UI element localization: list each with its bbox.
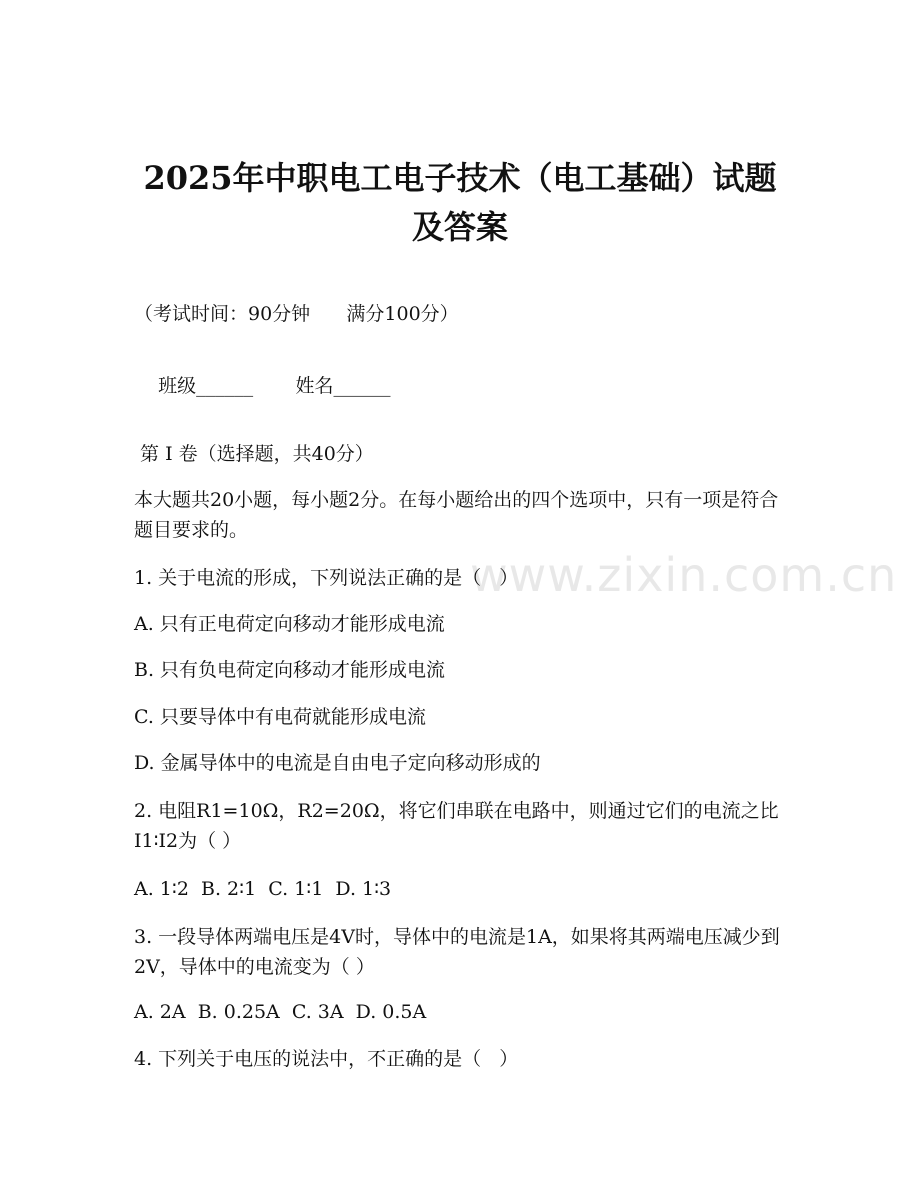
- question-2-options: A. 1∶2 B. 2∶1 C. 1∶1 D. 1∶3: [134, 878, 392, 900]
- question-1-option-c: C. 只要导体中有电荷就能形成电流: [134, 706, 426, 728]
- name-field: 姓名______: [295, 375, 391, 397]
- watermark: www.zixin.com.cn: [470, 548, 898, 602]
- exam-info: （考试时间：90分钟 满分100分）: [134, 303, 459, 325]
- document-title-line1: 2025年中职电工电子技术（电工基础）试题: [143, 159, 777, 197]
- question-2-stem: 2. 电阻R1=10Ω，R2=20Ω，将它们串联在电路中，则通过它们的电流之比I1∶I2为（ ）: [134, 800, 779, 852]
- question-1-option-a: A. 只有正电荷定向移动才能形成电流: [134, 613, 445, 635]
- instructions: 本大题共20小题，每小题2分。在每小题给出的四个选项中，只有一项是符合题目要求的。: [134, 489, 779, 541]
- class-field: 班级______: [158, 375, 254, 397]
- question-1-stem: 1. 关于电流的形成，下列说法正确的是（ ）: [134, 567, 519, 589]
- document-title-line2: 及答案: [411, 208, 508, 246]
- question-3-options: A. 2A B. 0.25A C. 3A D. 0.5A: [134, 1001, 427, 1023]
- section-title: 第 I 卷（选择题，共40分）: [134, 443, 374, 465]
- field-gap: [253, 375, 295, 397]
- question-1-option-d: D. 金属导体中的电流是自由电子定向移动形成的: [134, 752, 541, 774]
- question-3-stem: 3. 一段导体两端电压是4V时，导体中的电流是1A，如果将其两端电压减少到2V，导体中的电流变为（ ）: [134, 926, 780, 978]
- student-fields: [134, 350, 794, 422]
- question-1-option-b: B. 只有负电荷定向移动才能形成电流: [134, 659, 446, 681]
- question-4-stem: 4. 下列关于电压的说法中，不正确的是（ ）: [134, 1048, 519, 1070]
